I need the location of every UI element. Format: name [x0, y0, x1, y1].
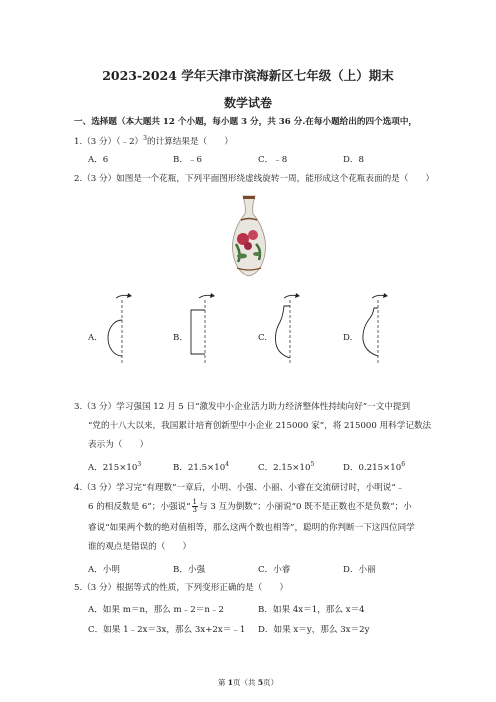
- q2-figure-c: [268, 292, 308, 366]
- q1-exponent: 3: [143, 135, 147, 142]
- section-heading: 一、选择题（本大题共 12 个小题，每小题 3 分，共 36 分.在每小题给出的四个选项中，: [74, 117, 418, 127]
- question-5-stem: 5.（3 分）根据等式的性质，下列变形正确的是（ ）: [74, 583, 289, 593]
- q2-option-a: A.: [88, 333, 97, 343]
- question-2-stem: 2.（3 分）如图是一个花瓶，下列平面图形绕虚线旋转一周，能形成这个花瓶表面的是（ ）: [74, 174, 435, 184]
- q3-option-b: [173, 461, 229, 473]
- q3-c-base: C．2.15×10: [258, 463, 311, 473]
- q2-option-d: D.: [343, 333, 353, 343]
- q2-option-b: B.: [173, 333, 183, 343]
- footer-page-number: 1: [227, 678, 233, 687]
- footer-prefix: 第: [217, 678, 228, 687]
- question-3-line-3: 表示为（ ）: [88, 440, 149, 450]
- q1-stem-a: 1.（3 分）（﹣2）: [74, 136, 144, 147]
- q2-figure-b: [183, 292, 223, 366]
- q2-figure-a: [100, 292, 140, 366]
- q1-option-b: B．﹣6: [173, 155, 202, 165]
- footer-suffix: 页）: [263, 678, 279, 687]
- q3-b-exp: 4: [225, 461, 230, 469]
- q1-option-c: C．﹣8: [258, 155, 288, 165]
- footer-middle: 页（共: [233, 678, 258, 687]
- q4-option-d: D．小丽: [343, 565, 376, 575]
- q3-option-c: [258, 461, 314, 473]
- exam-title: 2023-2024 学年天津市滨海新区七年级（上）期末: [102, 68, 394, 83]
- q2-option-c: C.: [258, 333, 268, 343]
- q4-line2-b: 与 3 互为倒数”；小丽说“0 既不是正数也不是负数”；小: [199, 502, 412, 512]
- q1-option-a: A．6: [88, 155, 109, 165]
- q5-option-d: D．如果 x＝y，那么 3x＝2y: [258, 625, 370, 635]
- question-4-line-3: 睿说“如果两个数的绝对值相等，那么这两个数也相等”，聪明的你判断一下这四位同学: [88, 523, 415, 533]
- fraction-denominator: 3: [192, 506, 197, 514]
- question-4-line-4: 谁的观点是错误的（ ）: [88, 542, 192, 552]
- fraction-one-third: [192, 499, 198, 514]
- question-4-line-1: 4.（3 分）学习完“有理数”一章后，小明、小强、小丽、小睿在交流研讨时，小明说“﹣: [74, 483, 405, 493]
- q2-figure-d: [356, 292, 396, 366]
- page-footer: [0, 677, 496, 688]
- q3-option-d: [343, 461, 405, 473]
- exam-subtitle: 数学试卷: [223, 96, 272, 110]
- question-4-line-2: [88, 499, 412, 514]
- q3-c-exp: 5: [310, 461, 315, 469]
- q1-stem-b: 的计算结果是（ ）: [146, 136, 233, 147]
- q5-option-a: A．如果 m＝n，那么 m﹣2＝n﹣2: [88, 605, 224, 615]
- question-3-line-2: “党的十八大以来，我国累计培育创新型中小企业 215000 家”，将 215000 用科学记数法: [88, 421, 432, 431]
- q4-option-c: C．小睿: [258, 565, 291, 575]
- fraction-numerator: 1: [192, 498, 197, 506]
- q1-option-d: D．8: [343, 155, 364, 165]
- vase-image: [226, 194, 272, 278]
- q5-option-c: C．如果 1﹣2x＝3x，那么 3x+2x＝﹣1: [88, 625, 246, 635]
- q4-option-b: B．小强: [173, 565, 206, 575]
- q3-d-exp: 6: [401, 461, 406, 469]
- q4-line2-a: 6 的相反数是 6”；小强说“: [88, 502, 191, 512]
- q3-option-a: [88, 461, 141, 473]
- q3-d-base: D．0.215×10: [343, 463, 402, 473]
- q3-b-base: B．21.5×10: [173, 463, 226, 473]
- q5-option-b: B．如果 4x＝1，那么 x＝4: [258, 605, 365, 615]
- q3-a-base: A．215×10: [88, 463, 138, 473]
- question-3-line-1: 3.（3 分）学习强国 12 月 5 日“激发中小企业活力助力经济整体性持续向好”一文中提到: [74, 402, 411, 412]
- q4-option-a: A．小明: [88, 565, 120, 575]
- footer-total-pages: 5: [257, 678, 264, 687]
- q3-a-exp: 3: [137, 461, 142, 469]
- question-1-stem: [74, 133, 233, 148]
